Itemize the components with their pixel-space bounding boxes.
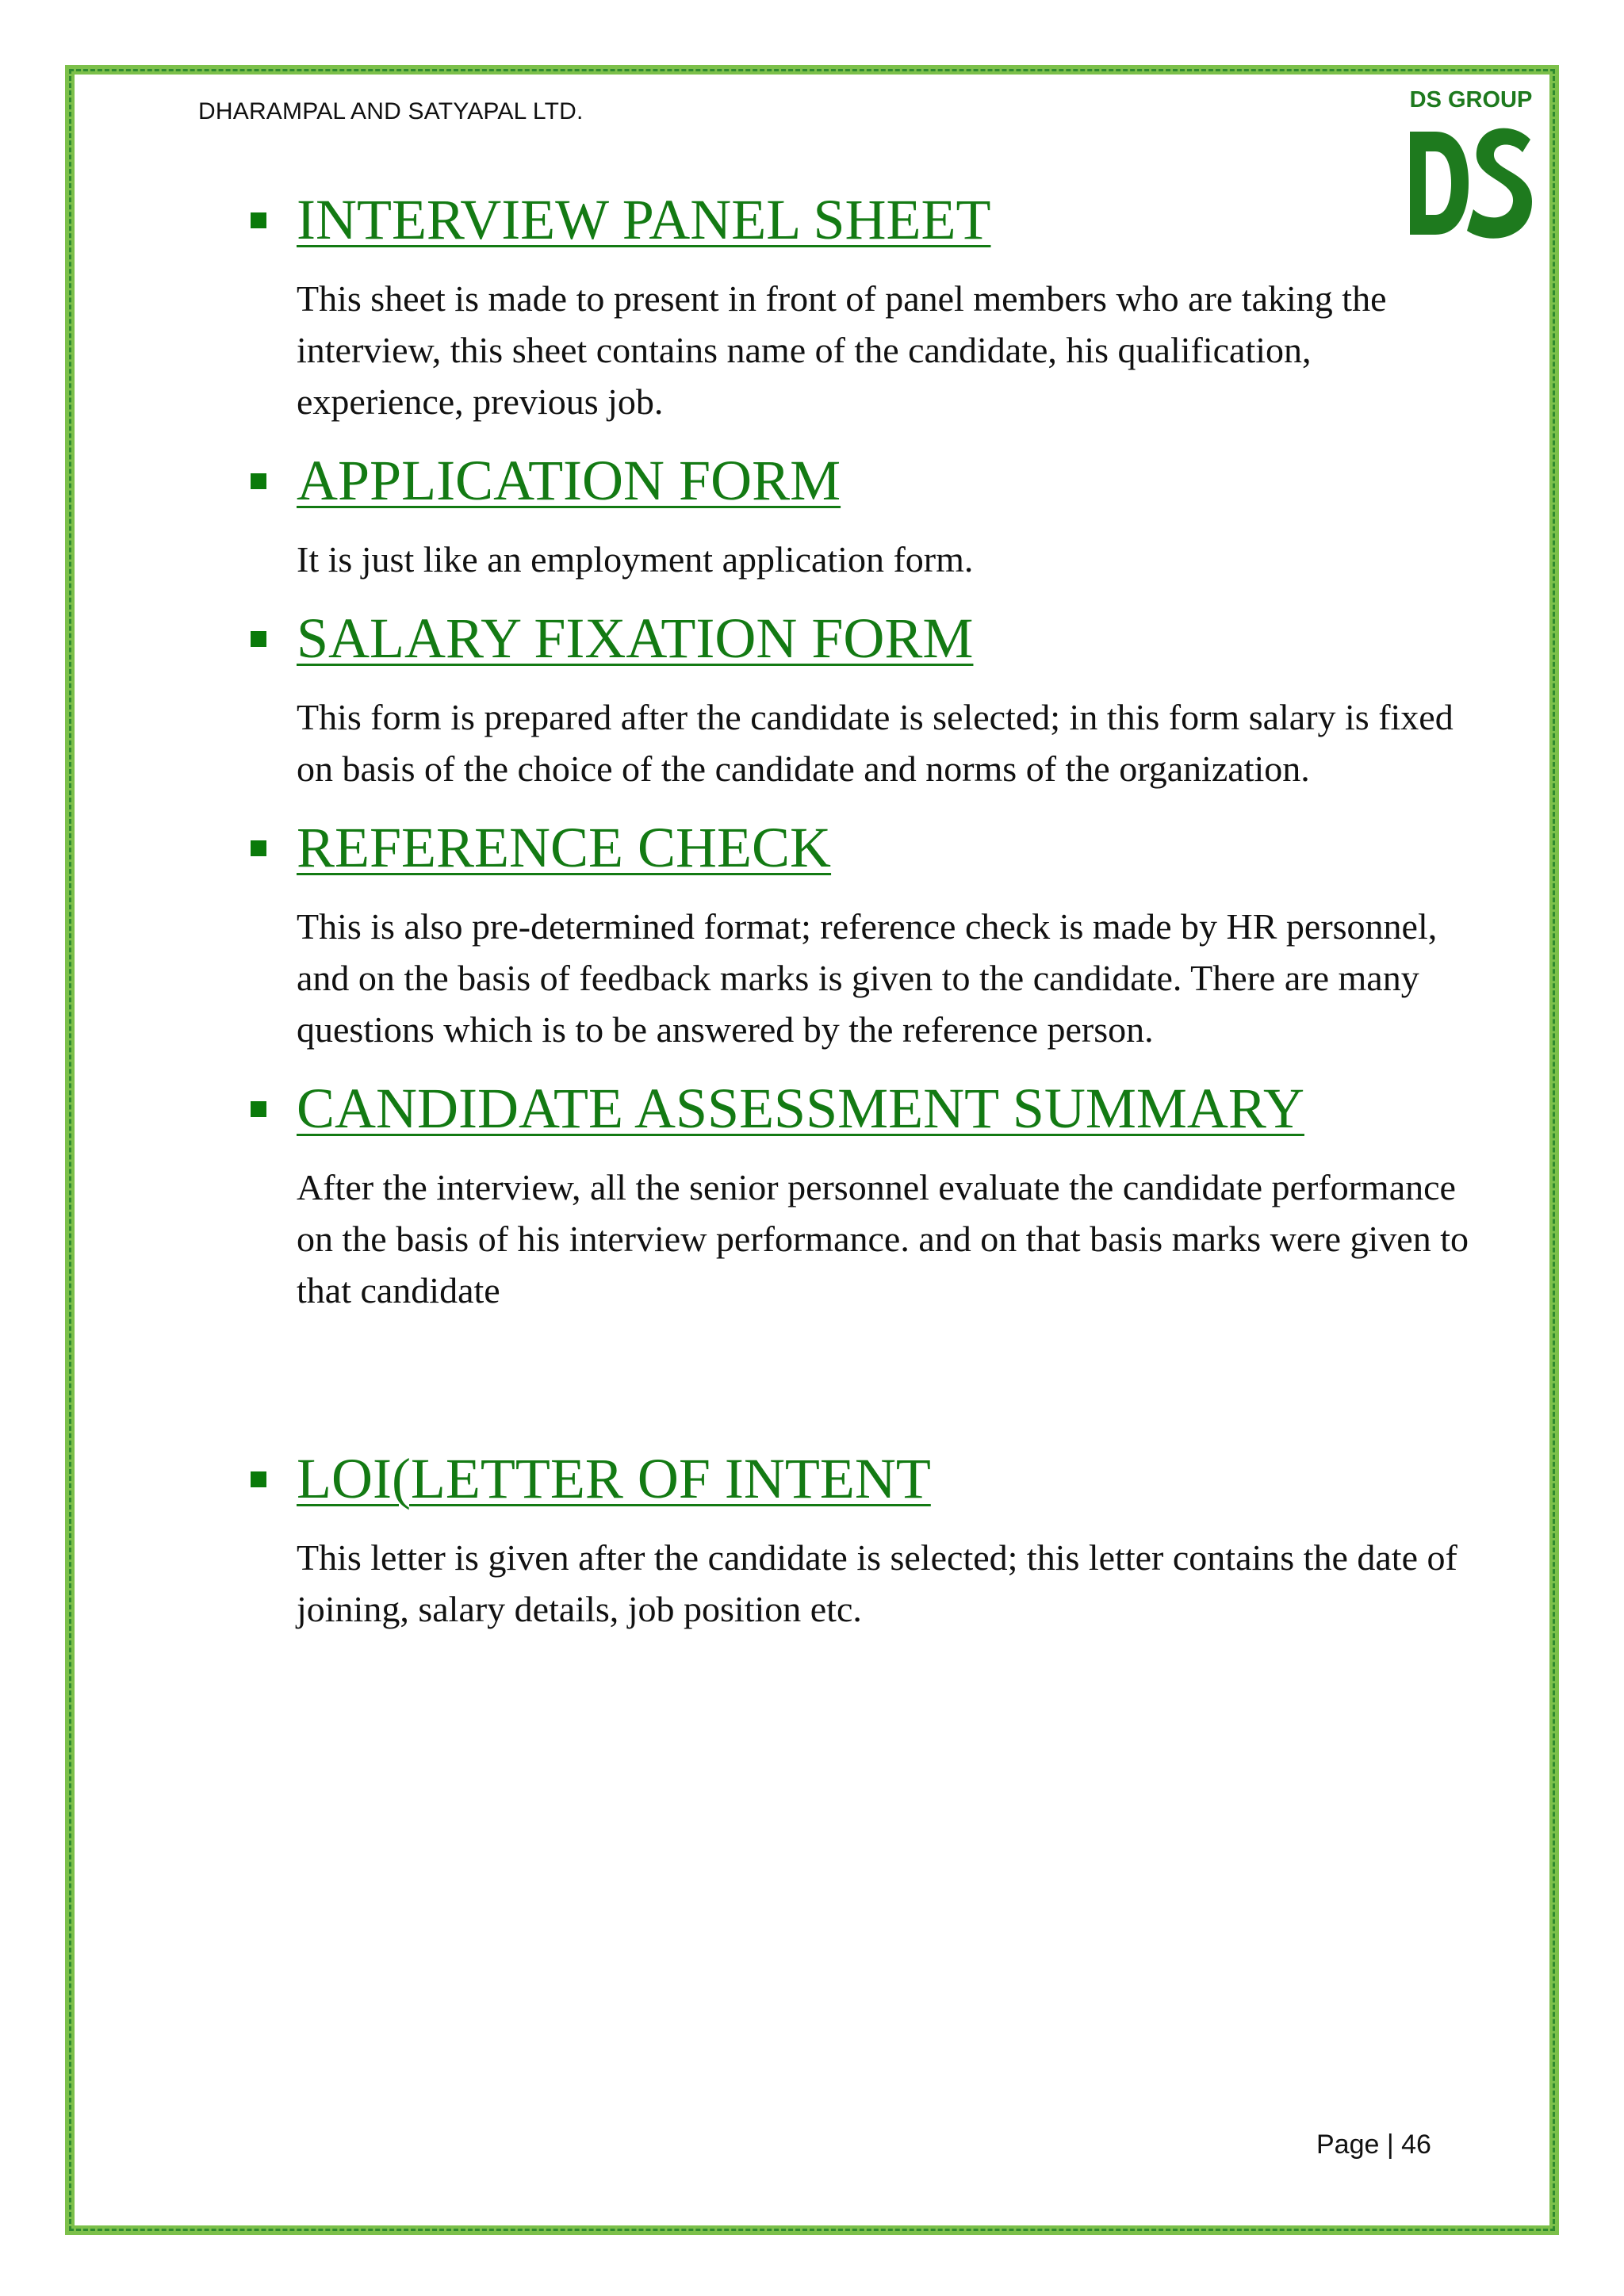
bullet-icon [251, 631, 266, 647]
section-heading: SALARY FIXATION FORM [297, 607, 974, 670]
section-text: This form is prepared after the candidate is selected; in this form salary is fixed on basis of the choice of the candidate and norms of the organization. [297, 697, 1454, 789]
bullet-icon [251, 473, 266, 489]
company-header: DHARAMPAL AND SATYAPAL LTD. [198, 98, 584, 124]
section-text: This letter is given after the candidate is selected; this letter contains the date of joining, salary details, job position etc. [297, 1537, 1457, 1629]
section-heading: REFERENCE CHECK [297, 816, 832, 879]
logo-text: DS GROUP [1409, 87, 1533, 113]
section-heading: INTERVIEW PANEL SHEET [297, 188, 991, 251]
section-salary-fixation-form [246, 603, 1467, 794]
section-candidate-assessment-summary [246, 1073, 1467, 1316]
section-text: After the interview, all the senior personnel evaluate the candidate performance on the basis of his interview performance. and on that basis marks were given to that candidate [297, 1167, 1469, 1311]
section-heading: CANDIDATE ASSESSMENT SUMMARY [297, 1077, 1304, 1140]
bullet-icon [251, 212, 266, 228]
section-heading: LOI(LETTER OF INTENT [297, 1447, 931, 1510]
main-content [246, 184, 1467, 1635]
page-number: Page | 46 [1316, 2130, 1431, 2160]
bullet-icon [251, 1101, 266, 1117]
section-interview-panel-sheet [246, 184, 1467, 427]
section-letter-of-intent [246, 1443, 1467, 1635]
section-text: This sheet is made to present in front of panel members who are taking the interview, this sheet contains name of the candidate, his qualification, experience, previous job. [297, 278, 1387, 422]
section-reference-check [246, 812, 1467, 1055]
bullet-icon [251, 1471, 266, 1487]
bullet-icon [251, 840, 266, 856]
section-text: It is just like an employment application form. [297, 539, 974, 580]
section-application-form [246, 445, 1467, 585]
section-text: This is also pre-determined format; reference check is made by HR personnel, and on the basis of feedback marks is given to the candidate. There are many questions which is to be answered by the reference person. [297, 906, 1438, 1050]
section-heading: APPLICATION FORM [297, 449, 841, 512]
